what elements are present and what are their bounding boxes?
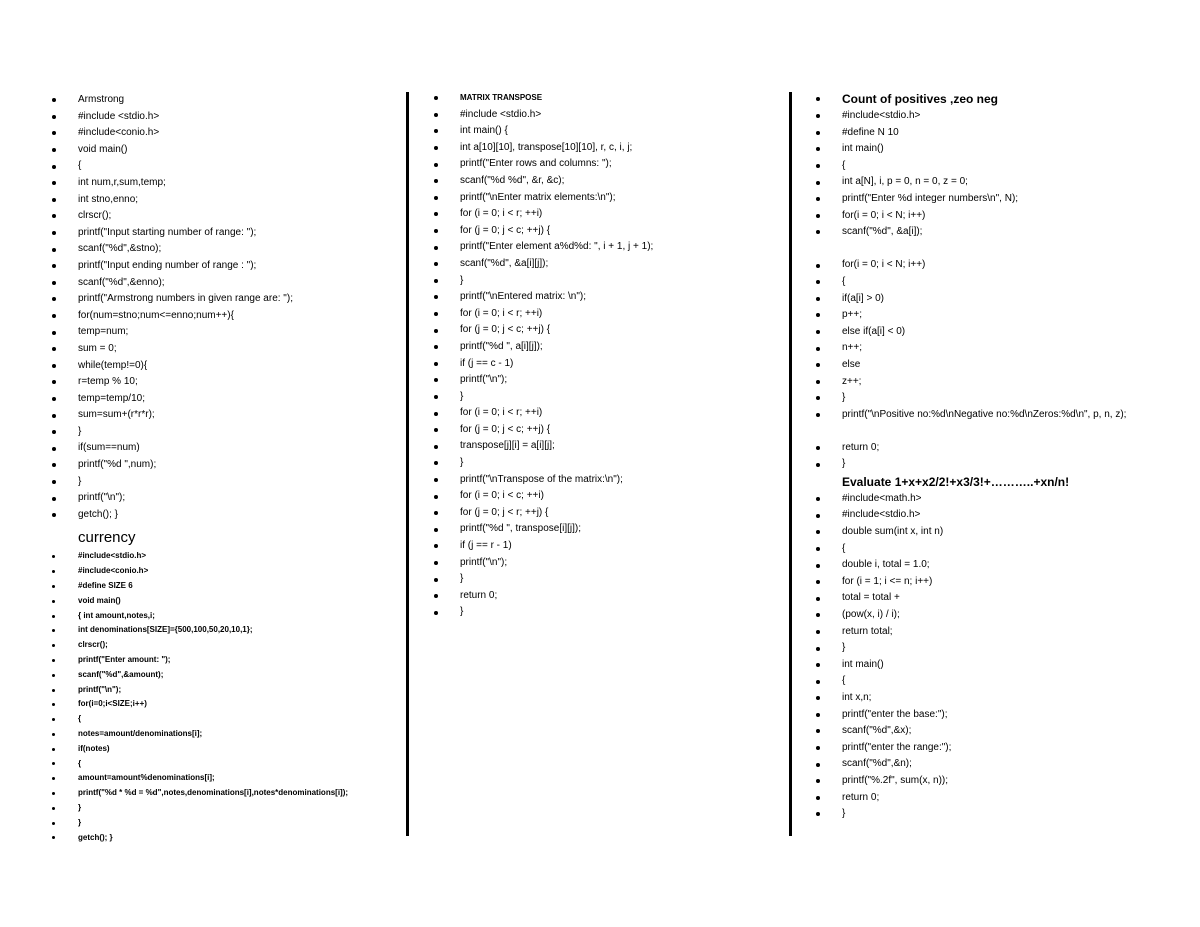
code-line: printf("%d ", transpose[i][j]);: [434, 521, 774, 538]
code-line: temp=num;: [52, 324, 382, 341]
code-line: printf("Input starting number of range: ");: [52, 225, 382, 242]
code-line: printf("Input ending number of range : ");: [52, 258, 382, 275]
code-line: printf("\n");: [434, 555, 774, 572]
code-line: #define SIZE 6: [52, 579, 382, 594]
code-line: {: [816, 673, 1148, 690]
code-line: {: [816, 158, 1148, 175]
code-line: int main() {: [434, 123, 774, 140]
code-line: temp=temp/10;: [52, 391, 382, 408]
code-line: }: [816, 640, 1148, 657]
code-line: int main(): [816, 657, 1148, 674]
matrix-transpose-code-list: [434, 90, 774, 621]
code-line: }: [816, 806, 1148, 823]
code-line: printf("Enter amount: ");: [52, 653, 382, 668]
code-line: (pow(x, i) / i);: [816, 607, 1148, 624]
code-line: {: [816, 274, 1148, 291]
currency-code-list: [52, 549, 382, 845]
code-line: for(i=0;i<SIZE;i++): [52, 697, 382, 712]
code-line: for (j = 0; j < c; ++j) {: [434, 422, 774, 439]
code-line: }: [816, 390, 1148, 407]
code-line: printf("\n");: [434, 372, 774, 389]
code-line: scanf("%d %d", &r, &c);: [434, 173, 774, 190]
blank-line: [816, 241, 1148, 258]
code-line: int denominations[SIZE]={500,100,50,20,10,1};: [52, 623, 382, 638]
code-line: for(num=stno;num<=enno;num++){: [52, 308, 382, 325]
count-evaluate-code-list: [816, 90, 1148, 823]
code-line: for (i = 0; i < c; ++i): [434, 488, 774, 505]
code-line: }: [52, 474, 382, 491]
code-line: for (j = 0; j < r; ++j) {: [434, 505, 774, 522]
code-line: clrscr();: [52, 208, 382, 225]
code-line: Armstrong: [52, 92, 382, 109]
code-line: notes=amount/denominations[i];: [52, 727, 382, 742]
code-line: printf("\nPositive no:%d\nNegative no:%d\nZeros:%d\n", p, n, z);: [816, 407, 1148, 440]
code-line: scanf("%d",&x);: [816, 723, 1148, 740]
code-line: }: [434, 389, 774, 406]
code-line: return total;: [816, 624, 1148, 641]
code-line: printf("\nEnter matrix elements:\n");: [434, 190, 774, 207]
code-line: printf("Enter rows and columns: ");: [434, 156, 774, 173]
code-line: p++;: [816, 307, 1148, 324]
code-line: if (j == c - 1): [434, 356, 774, 373]
code-line: if(a[i] > 0): [816, 291, 1148, 308]
code-line: MATRIX TRANSPOSE: [434, 90, 774, 107]
code-line: while(temp!=0){: [52, 358, 382, 375]
count-evaluate-column: [816, 90, 1148, 823]
code-line: }: [434, 273, 774, 290]
code-line: #include<math.h>: [816, 491, 1148, 508]
evaluate-heading: Evaluate 1+x+x2/2!+x3/3!+………..+xn/n!: [842, 474, 1070, 489]
code-line: printf("\nTranspose of the matrix:\n");: [434, 472, 774, 489]
code-line: #include<stdio.h>: [52, 549, 382, 564]
code-line: if(sum==num): [52, 440, 382, 457]
code-line: if(notes): [52, 742, 382, 757]
code-line: }: [816, 456, 1148, 473]
code-line: printf("%d * %d = %d",notes,denominations[i],notes*denominations[i]);: [52, 786, 382, 801]
column-divider: [406, 92, 409, 836]
code-line: }: [52, 801, 382, 816]
code-line: scanf("%d", &a[i][j]);: [434, 256, 774, 273]
code-line: void main(): [52, 594, 382, 609]
code-line: return 0;: [816, 440, 1148, 457]
code-line: return 0;: [816, 790, 1148, 807]
code-line: sum=sum+(r*r*r);: [52, 407, 382, 424]
code-line: double sum(int x, int n): [816, 524, 1148, 541]
code-line: for (i = 1; i <= n; i++): [816, 574, 1148, 591]
code-line: for (j = 0; j < c; ++j) {: [434, 322, 774, 339]
code-line: for(i = 0; i < N; i++): [816, 257, 1148, 274]
code-line: printf("enter the base:");: [816, 707, 1148, 724]
column-divider: [789, 92, 792, 836]
code-line: printf("%.2f", sum(x, n));: [816, 773, 1148, 790]
code-line: #include<conio.h>: [52, 125, 382, 142]
code-line: {: [52, 712, 382, 727]
code-line: }: [434, 455, 774, 472]
code-line: {: [52, 757, 382, 772]
code-line: scanf("%d",&stno);: [52, 241, 382, 258]
code-line: for(i = 0; i < N; i++): [816, 208, 1148, 225]
armstrong-code-list: [52, 92, 382, 523]
count-heading: Count of positives ,zeo neg: [816, 90, 1148, 108]
code-line: int x,n;: [816, 690, 1148, 707]
code-line: scanf("%d",&amount);: [52, 668, 382, 683]
code-line: #include <stdio.h>: [52, 109, 382, 126]
code-line: printf("\n");: [52, 490, 382, 507]
code-line: int stno,enno;: [52, 192, 382, 209]
code-line: else if(a[i] < 0): [816, 324, 1148, 341]
code-line: for (i = 0; i < r; ++i): [434, 206, 774, 223]
code-line: int a[10][10], transpose[10][10], r, c, i, j;: [434, 140, 774, 157]
code-line: else: [816, 357, 1148, 374]
code-line: printf("%d ", a[i][j]);: [434, 339, 774, 356]
code-line: sum = 0;: [52, 341, 382, 358]
code-line: #include<stdio.h>: [816, 507, 1148, 524]
code-line: return 0;: [434, 588, 774, 605]
currency-heading: currency: [78, 529, 136, 547]
code-line: clrscr();: [52, 638, 382, 653]
code-line: printf("Enter %d integer numbers\n", N);: [816, 191, 1148, 208]
code-line: scanf("%d",&enno);: [52, 275, 382, 292]
code-line: #include<stdio.h>: [816, 108, 1148, 125]
code-line: }: [434, 571, 774, 588]
code-line: {: [816, 541, 1148, 558]
code-line: scanf("%d",&n);: [816, 756, 1148, 773]
code-line: }: [52, 424, 382, 441]
code-line: int num,r,sum,temp;: [52, 175, 382, 192]
code-line: printf("Enter element a%d%d: ", i + 1, j + 1);: [434, 239, 774, 256]
code-line: n++;: [816, 340, 1148, 357]
code-line: #define N 10: [816, 125, 1148, 142]
code-line: r=temp % 10;: [52, 374, 382, 391]
code-line: printf("Armstrong numbers in given range are: ");: [52, 291, 382, 308]
code-line: amount=amount%denominations[i];: [52, 771, 382, 786]
code-line: for (j = 0; j < c; ++j) {: [434, 223, 774, 240]
code-line: }: [52, 816, 382, 831]
code-line: #include<conio.h>: [52, 564, 382, 579]
code-line: printf("\nEntered matrix: \n");: [434, 289, 774, 306]
code-line: for (i = 0; i < r; ++i): [434, 306, 774, 323]
code-line: {: [52, 158, 382, 175]
code-line: printf("enter the range:");: [816, 740, 1148, 757]
armstrong-currency-column: [52, 92, 382, 845]
code-line: total = total +: [816, 590, 1148, 607]
code-line: void main(): [52, 142, 382, 159]
matrix-transpose-column: [434, 90, 774, 621]
code-line: }: [434, 604, 774, 621]
code-line: #include <stdio.h>: [434, 107, 774, 124]
code-line: int a[N], i, p = 0, n = 0, z = 0;: [816, 174, 1148, 191]
code-line: if (j == r - 1): [434, 538, 774, 555]
code-line: transpose[j][i] = a[i][j];: [434, 438, 774, 455]
code-line: int main(): [816, 141, 1148, 158]
code-line: printf("%d ",num);: [52, 457, 382, 474]
code-line: { int amount,notes,i;: [52, 609, 382, 624]
code-line: double i, total = 1.0;: [816, 557, 1148, 574]
code-line: getch(); }: [52, 831, 382, 846]
code-line: z++;: [816, 374, 1148, 391]
code-line: getch(); }: [52, 507, 382, 524]
code-line: for (i = 0; i < r; ++i): [434, 405, 774, 422]
code-line: scanf("%d", &a[i]);: [816, 224, 1148, 241]
code-line: printf("\n");: [52, 683, 382, 698]
